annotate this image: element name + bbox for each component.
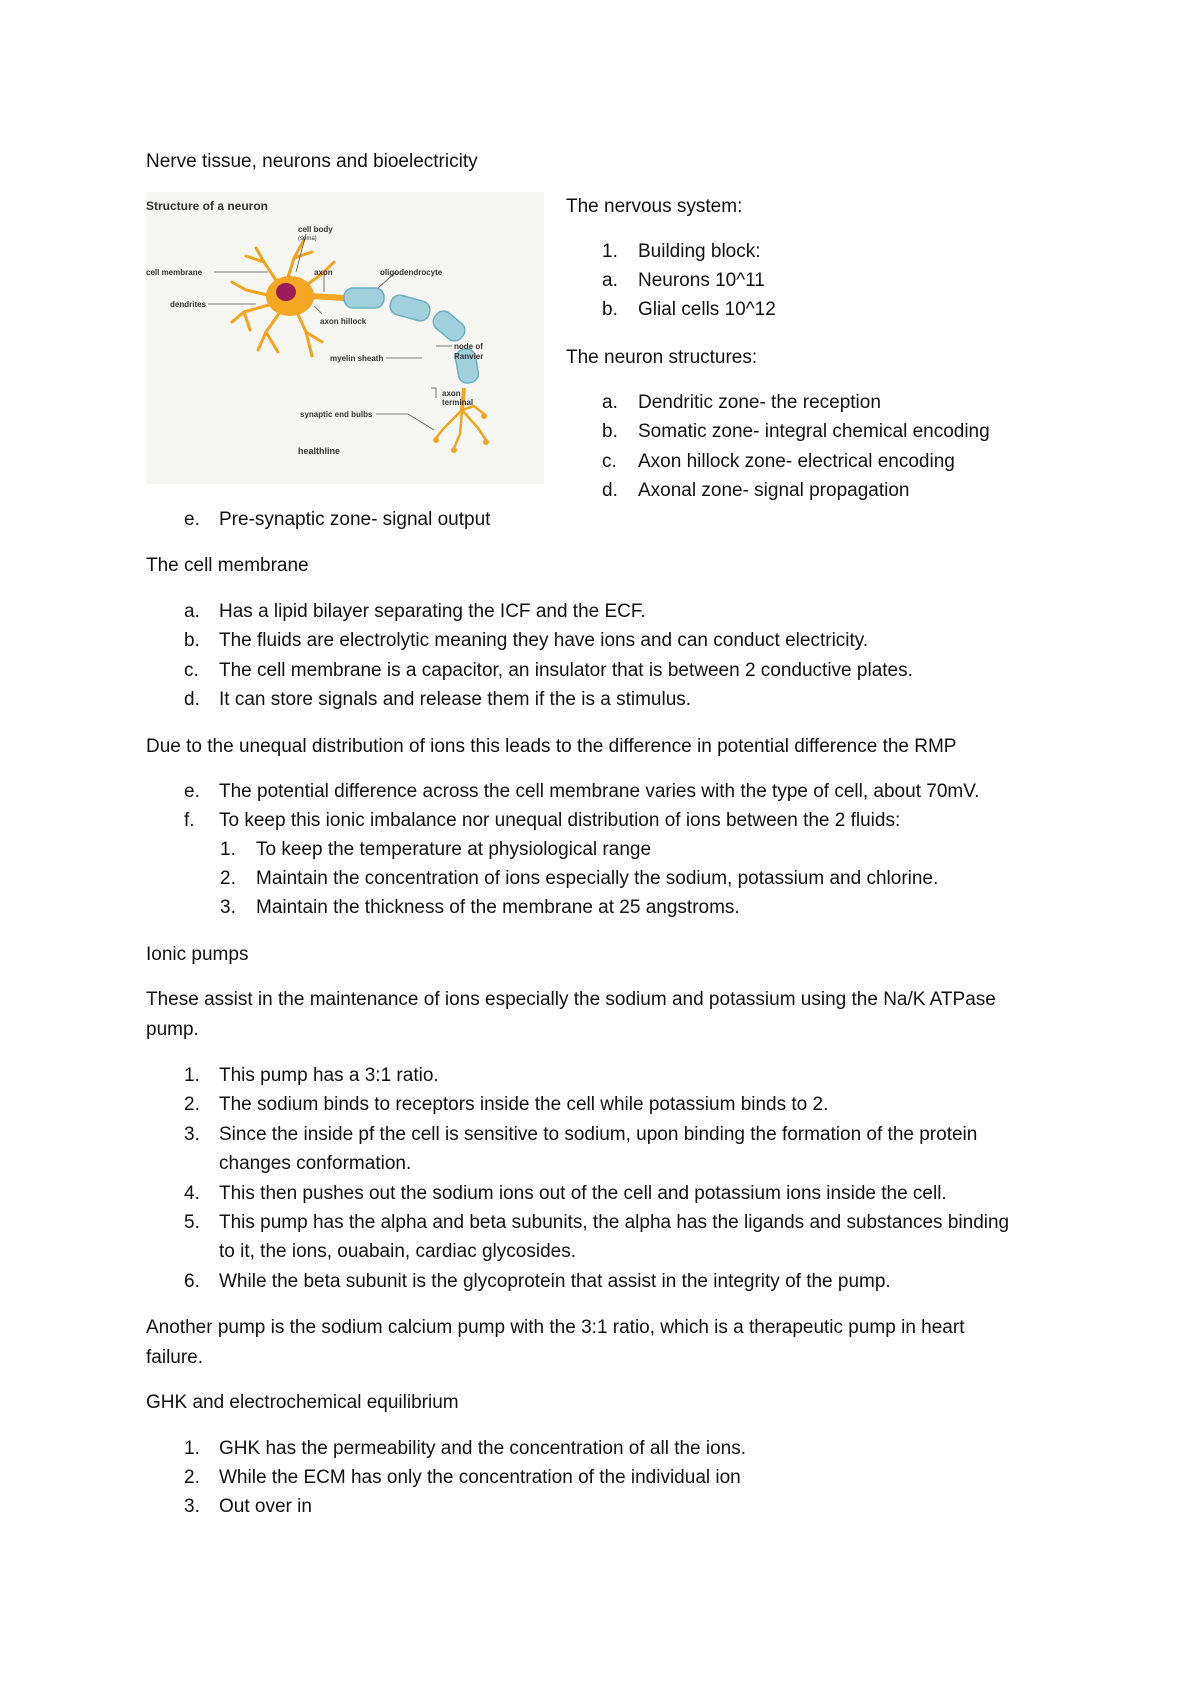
list-item: Since the inside pf the cell is sensitive to sodium, upon binding the formation of the protein: [219, 1124, 978, 1145]
list-marker: 1.: [184, 1065, 200, 1086]
label-ranvier: Ranvier: [454, 352, 484, 361]
list-marker: d.: [602, 480, 618, 501]
list-marker: 3.: [220, 897, 236, 918]
label-oligodendrocyte: oligodendrocyte: [380, 268, 443, 277]
list-item: To keep this ionic imbalance nor unequal distribution of ions between the 2 fluids:: [219, 810, 901, 831]
list-marker: b.: [602, 299, 618, 320]
label-axon: axon: [314, 268, 333, 277]
list-item: While the ECM has only the concentration of the individual ion: [219, 1467, 741, 1488]
list-marker: 1.: [184, 1438, 200, 1459]
list-item: Axon hillock zone- electrical encoding: [638, 451, 955, 472]
label-cell-membrane: cell membrane: [146, 268, 203, 277]
ionic-pumps-heading: Ionic pumps: [146, 944, 249, 965]
list-item: This then pushes out the sodium ions out of the cell and potassium ions inside the cell.: [219, 1183, 947, 1204]
list-item: The potential difference across the cell membrane varies with the type of cell, about 70mV.: [219, 781, 980, 802]
list-item: Dendritic zone- the reception: [638, 392, 881, 413]
list-item: The sodium binds to receptors inside the cell while potassium binds to 2.: [219, 1094, 829, 1115]
neuron-structures-heading: The neuron structures:: [566, 347, 758, 368]
list-item: GHK has the permeability and the concentration of all the ions.: [219, 1438, 747, 1459]
ionic-pumps-paragraph-line1: These assist in the maintenance of ions especially the sodium and potassium using the Na/K ATPase: [146, 989, 996, 1010]
list-marker: b.: [184, 630, 200, 651]
list-item: Neurons 10^11: [638, 270, 765, 291]
list-item: The fluids are electrolytic meaning they have ions and can conduct electricity.: [219, 630, 869, 651]
list-item: This pump has a 3:1 ratio.: [219, 1065, 439, 1086]
list-marker: 2.: [184, 1467, 200, 1488]
list-marker: 1.: [602, 241, 618, 262]
list-marker: d.: [184, 689, 200, 710]
label-node-of: node of: [454, 342, 483, 351]
figure-title: Structure of a neuron: [146, 199, 269, 213]
list-marker: a.: [602, 392, 618, 413]
ionic-pumps-paragraph-line2: pump.: [146, 1019, 199, 1040]
another-pump-line1: Another pump is the sodium calcium pump with the 3:1 ratio, which is a therapeutic pump in heart: [146, 1317, 965, 1338]
list-marker: c.: [602, 451, 617, 472]
ghk-heading: GHK and electrochemical equilibrium: [146, 1392, 459, 1413]
label-dendrites: dendrites: [170, 300, 207, 309]
list-marker: f.: [184, 810, 195, 831]
neuron-structure-figure: [146, 192, 544, 484]
neuron-diagram: [146, 192, 544, 484]
list-marker: b.: [602, 421, 618, 442]
list-marker: e.: [184, 781, 200, 802]
cell-membrane-heading: The cell membrane: [146, 555, 309, 576]
list-item: The cell membrane is a capacitor, an insulator that is between 2 conductive plates.: [219, 660, 913, 681]
nervous-system-heading: The nervous system:: [566, 196, 743, 217]
label-myelin-sheath: myelin sheath: [330, 354, 384, 363]
list-marker: a.: [184, 601, 200, 622]
list-marker: c.: [184, 660, 199, 681]
list-marker: 3.: [184, 1124, 200, 1145]
list-item: Axonal zone- signal propagation: [638, 480, 910, 501]
label-cell-body: cell body: [298, 225, 333, 234]
label-axon-terminal-2: terminal: [442, 398, 474, 407]
list-marker: 2.: [184, 1094, 200, 1115]
list-marker: 2.: [220, 868, 236, 889]
list-item: Maintain the thickness of the membrane at 25 angstroms.: [256, 897, 740, 918]
list-item: Maintain the concentration of ions especially the sodium, potassium and chlorine.: [256, 868, 939, 889]
figure-credit: healthline: [298, 446, 341, 456]
list-item: Out over in: [219, 1496, 312, 1517]
page-title: Nerve tissue, neurons and bioelectricity: [146, 151, 478, 172]
list-item: Building block:: [638, 241, 761, 262]
list-item: This pump has the alpha and beta subunits, the alpha has the ligands and substances binding: [219, 1212, 1010, 1233]
list-marker: 5.: [184, 1212, 200, 1233]
list-item: Glial cells 10^12: [638, 299, 776, 320]
list-marker: 1.: [220, 839, 236, 860]
list-item: It can store signals and release them if the is a stimulus.: [219, 689, 692, 710]
list-item-continuation: to it, the ions, ouabain, cardiac glycosides.: [219, 1241, 576, 1262]
list-marker: 4.: [184, 1183, 200, 1204]
label-soma: (soma): [298, 236, 317, 242]
list-marker: 3.: [184, 1496, 200, 1517]
rmp-paragraph: Due to the unequal distribution of ions this leads to the difference in potential difference the RMP: [146, 736, 957, 757]
list-item: To keep the temperature at physiological range: [256, 839, 652, 860]
another-pump-line2: failure.: [146, 1347, 204, 1368]
list-item-continuation: changes conformation.: [219, 1153, 412, 1174]
label-synaptic-end-bulbs: synaptic end bulbs: [300, 410, 373, 419]
label-axon-hillock: axon hillock: [320, 317, 367, 326]
list-item: Somatic zone- integral chemical encoding: [638, 421, 990, 442]
list-item: While the beta subunit is the glycoprotein that assist in the integrity of the pump.: [219, 1271, 891, 1292]
list-item: Pre-synaptic zone- signal output: [219, 509, 491, 530]
list-item: Has a lipid bilayer separating the ICF and the ECF.: [219, 601, 646, 622]
list-marker: e.: [184, 509, 200, 530]
label-axon-terminal-1: axon: [442, 389, 461, 398]
list-marker: 6.: [184, 1271, 200, 1292]
list-marker: a.: [602, 270, 618, 291]
